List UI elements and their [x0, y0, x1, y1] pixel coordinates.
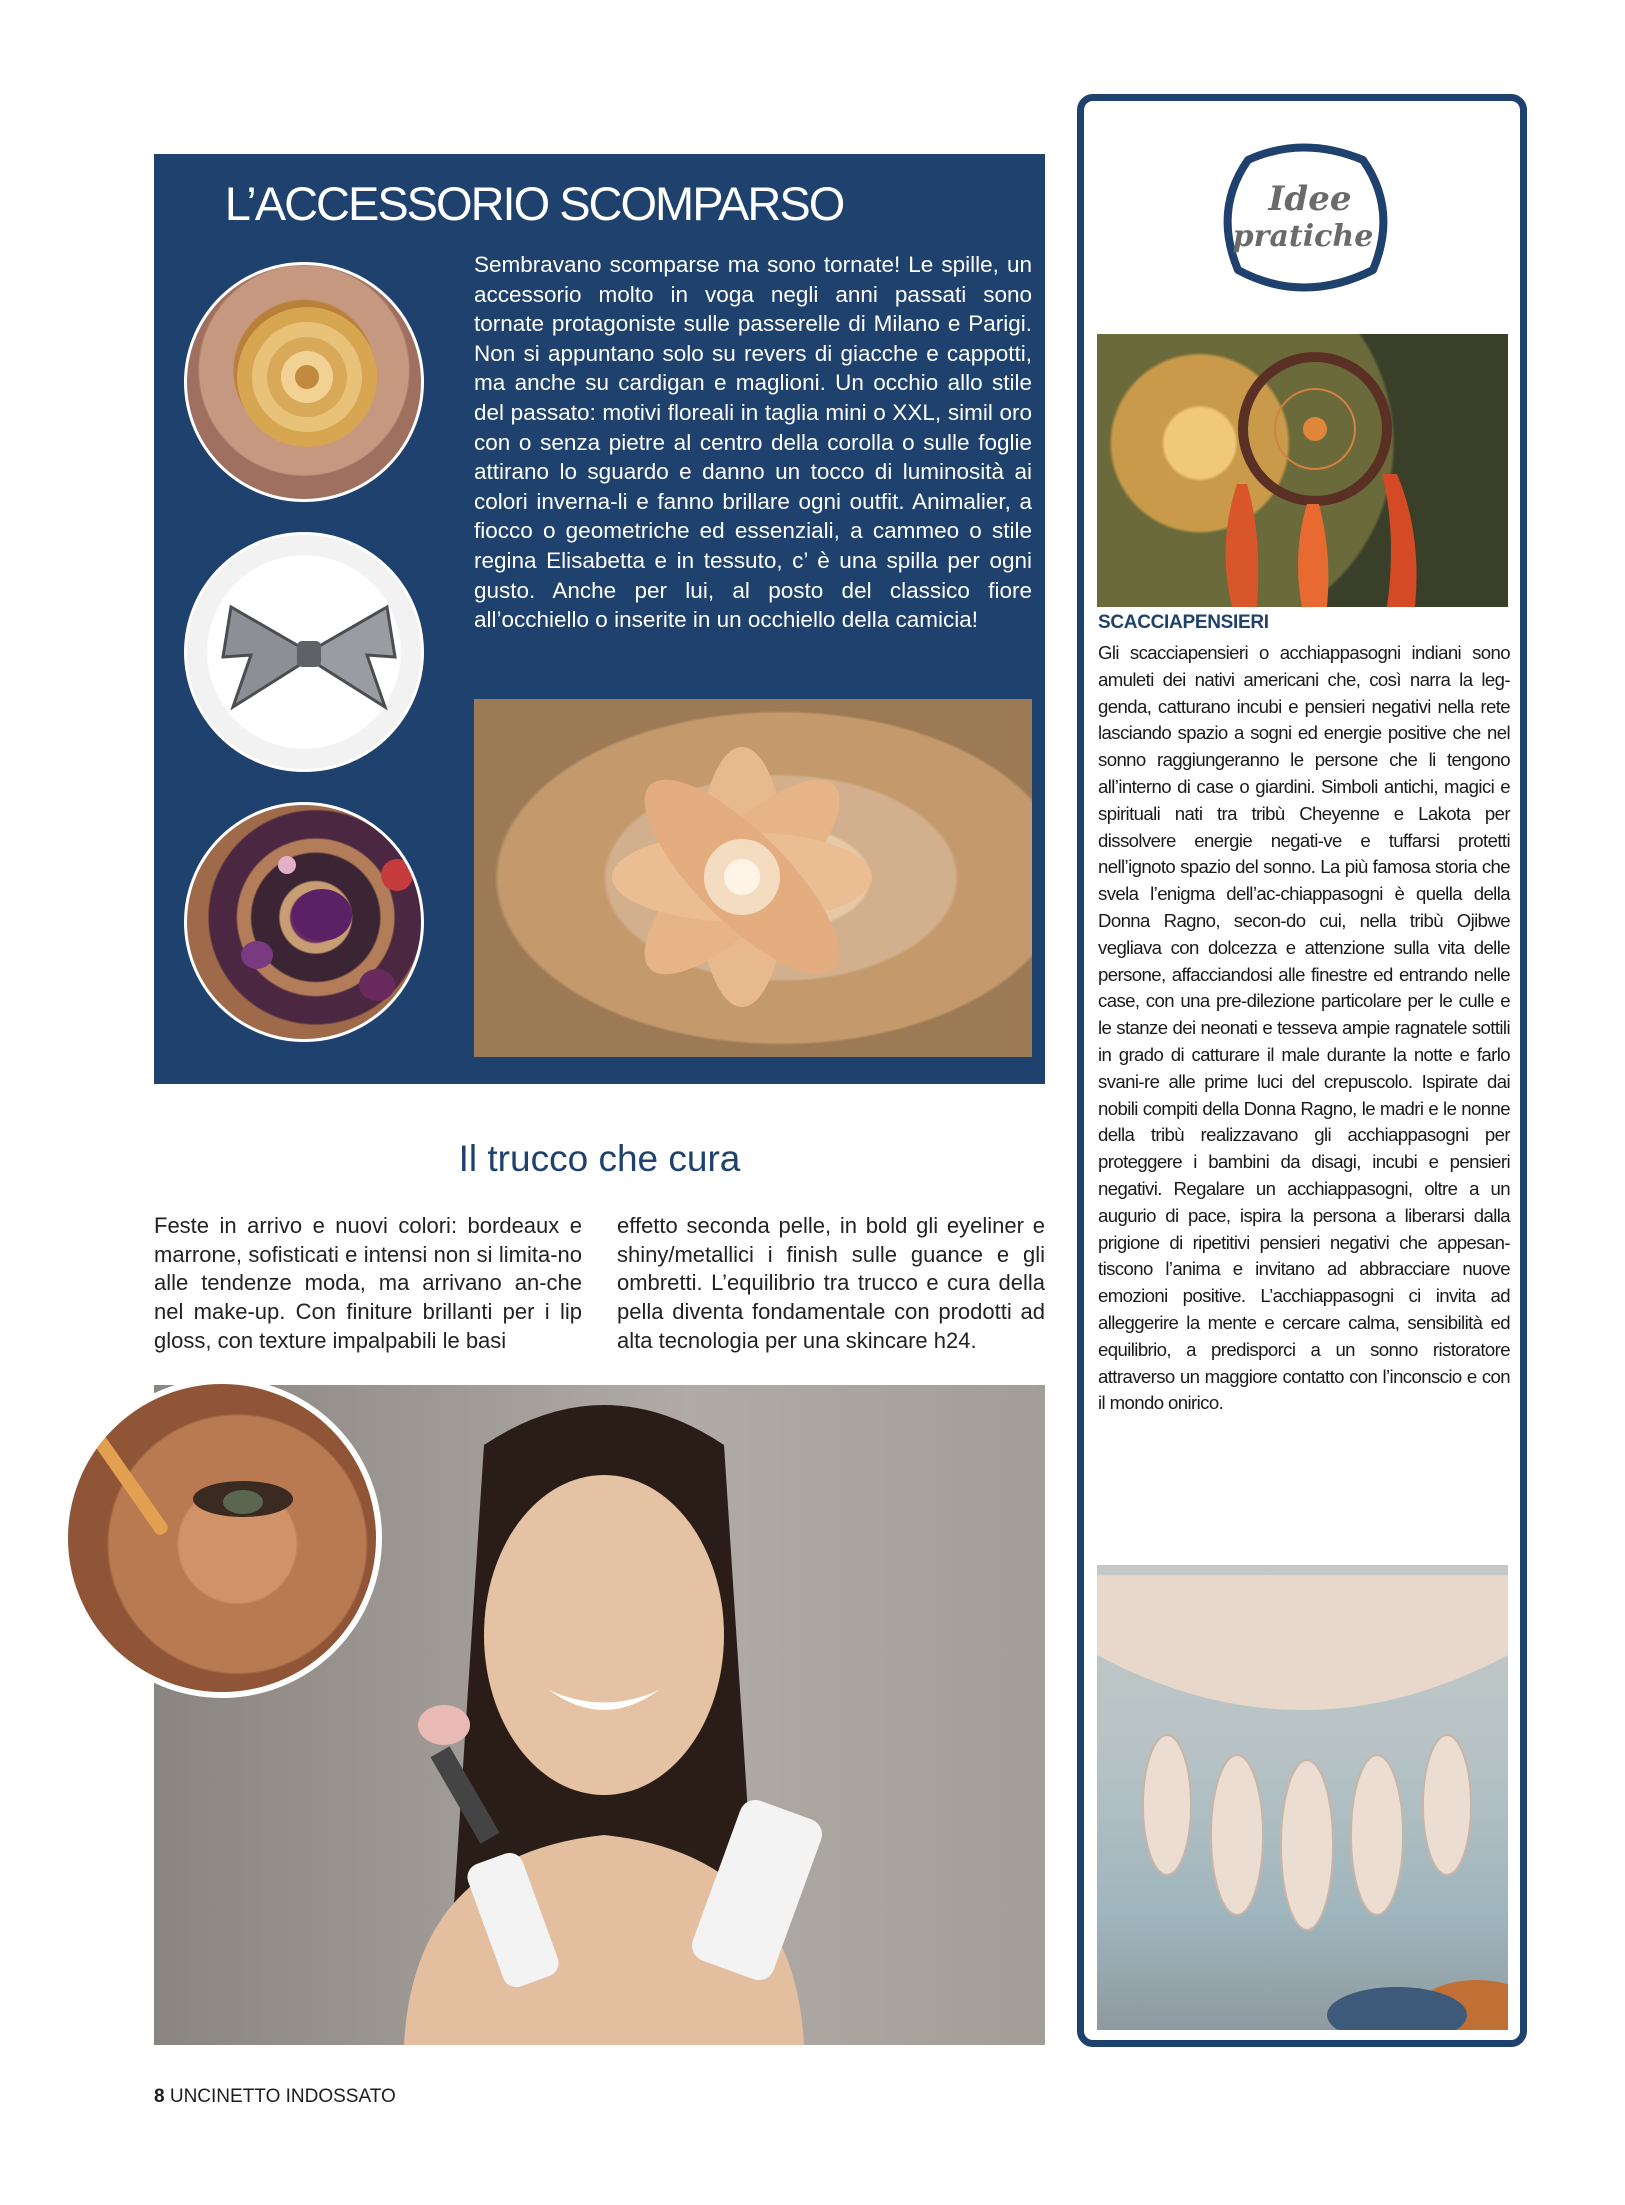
- crochet-dreamcatcher-photo: [1097, 1565, 1508, 2030]
- accessory-body-text: Sembravano scomparse ma sono tornate! Le spille, un accessorio molto in voga negli anni passati sono tornate protagoniste sulle passerelle di Milano e Parigi. Non si appuntano solo su revers di giacche e cappotti, ma anche su cardigan e maglioni. Un occhio allo stile del passato: motivi floreali in taglia mini o XXL, simil oro con o senza pietre al centro della corolla o sulle foglie attirano lo sguardo e danno un tocco di luminosità ai colori inverna-li e fanno brillare ogni outfit. Animalier, a fiocco o geometriche ed essenziali, a cammeo o stile regina Elisabetta e in tessuto, c’ è una spilla per ogni gusto. Anche per lui, al posto del classico fiore all’occhiello o inserite in un occhiello della camicia!: [474, 252, 1032, 633]
- page-number: 8: [154, 2086, 165, 2107]
- makeup-article-title: Il trucco che cura: [458, 1138, 741, 1179]
- makeup-text-column-1: Feste in arrivo e nuovi colori: bordeaux e marrone, sofisticati e intensi non si limita-no alle tendenze moda, ma arrivano an-che nel make-up. Con finiture brillanti per i lip gloss, con texture impalpabili le basi: [154, 1213, 582, 1353]
- idee-pratiche-badge: [1208, 140, 1398, 300]
- accessory-title: L’ACCESSORIO SCOMPARSO: [224, 177, 844, 230]
- flower-brooch-photo: [474, 699, 1032, 1057]
- dreamcatcher-photo: [1097, 334, 1508, 607]
- badge-line-2: pratiche: [1232, 219, 1374, 254]
- jeweled-brooch-photo: [184, 802, 424, 1042]
- accessory-feature-box: [154, 154, 1045, 1084]
- page-footer: [154, 2086, 396, 2108]
- bow-brooch-photo: [184, 532, 424, 772]
- magazine-name: UNCINETTO INDOSSATO: [169, 2086, 396, 2107]
- sidebar-heading: SCACCIAPENSIERI: [1098, 612, 1269, 633]
- rose-brooch-photo: [184, 262, 424, 502]
- sidebar-body-text: Gli scacciapensieri o acchiappasogni indiani sono amuleti dei nativi americani che, così narra la leg-genda, catturano incubi e pensieri negativi nella rete lasciando spazio a sogni ed energie positive che nel sonno raggiungeranno le persone che li tengono all’interno di case o giardini. Simboli antichi, magici e spirituali nati tra tribù Cheyenne e Lakota per dissolvere energie negati-ve e tuffarsi protetti nell’ignoto spazio del sonno. La più famosa storia che svela l’enigma dell’ac-chiappasogni è quella della Donna Ragno, secon-do cui, nella tribù Ojibwe vegliava con dolcezza e attenzione sulla vita delle persone, affacciandosi alle finestre ed entrando nelle case, con una pre-dilezione particolare per le culle e le stanze dei neonati e tesseva ampie ragnatele sottili in grado di catturare il male durante la notte e farlo svani-re alle prime luci del crepuscolo. Ispirate dai nobili compiti della Donna Ragno, le madri e le nonne della tribù realizzavano gli acchiappasogni per proteggere i bambini da disagi, incubi e pensieri negativi. Regalare un acchiappasogni, oltre a un augurio di pace, ispira la persona a liberarsi dalla prigione di ripetitivi pensieri negativi che appesan-tiscono l’anima e invitano ad abbracciare nuove emozioni positive. L’acchiappasogni ci invita ad alleggerire la mente e cercare calma, sensibilità ed equilibrio, a predisporci a un sonno ristoratore attraverso un maggiore contatto con l’inconscio e con il mondo onirico.: [1098, 642, 1510, 1414]
- badge-line-1: Idee: [1268, 179, 1352, 219]
- makeup-text-column-2: effetto seconda pelle, in bold gli eyeliner e shiny/metallici i finish sulle guance e gli ombretti. L’equilibrio tra trucco e cura della pella diventa fondamentale con prodotti ad alta tecnologia per una skincare h24.: [617, 1213, 1045, 1353]
- skin-serum-closeup-photo: [62, 1378, 382, 1698]
